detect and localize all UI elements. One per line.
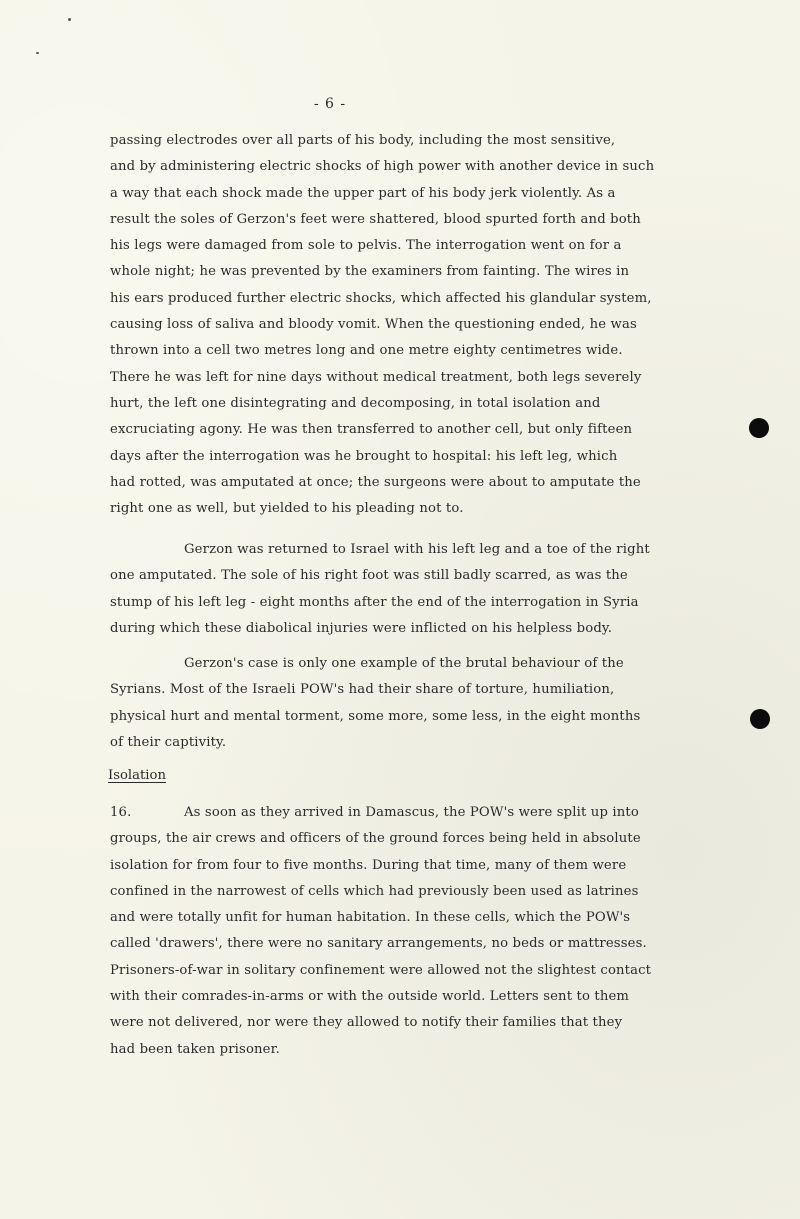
- text-line: during which these diabolical injuries were inflicted on his helpless body.: [110, 620, 613, 636]
- punch-hole: [749, 418, 769, 438]
- text-line: of their captivity.: [110, 734, 227, 750]
- text-line: with their comrades-in-arms or with the outside world. Letters sent to them: [110, 989, 630, 1005]
- text-line: right one as well, but yielded to his pleading not to.: [110, 501, 464, 517]
- text-line: Prisoners-of-war in solitary confinement were allowed not the slightest contact: [110, 962, 652, 978]
- text-line: whole night; he was prevented by the examiners from fainting. The wires in: [110, 264, 630, 280]
- section-heading: Isolation: [108, 768, 166, 783]
- paragraph-number: 16.: [110, 805, 132, 820]
- text-line: Gerzon was returned to Israel with his left leg and a toe of the right: [184, 542, 650, 557]
- scan-speck: [36, 52, 39, 54]
- text-line: passing electrodes over all parts of his body, including the most sensitive,: [110, 133, 616, 148]
- text-line: confined in the narrowest of cells which had previously been used as latrines: [110, 883, 639, 899]
- paragraph-3: [110, 651, 690, 756]
- text-line: groups, the air crews and officers of the ground forces being held in absolute: [110, 831, 641, 847]
- punch-hole: [750, 709, 770, 729]
- text-line: a way that each shock made the upper part of his body jerk violently. As a: [110, 185, 616, 201]
- text-line: stump of his left leg - eight months after the end of the interrogation in Syria: [110, 594, 639, 610]
- text-line: had been taken prisoner.: [110, 1041, 280, 1057]
- page-number: - 6 -: [313, 96, 347, 112]
- text-line: [110, 800, 690, 826]
- paragraph-1: [110, 128, 690, 522]
- text-line: Syrians. Most of the Israeli POW's had their share of torture, humiliation,: [110, 682, 615, 698]
- text-line: Gerzon's case is only one example of the brutal behaviour of the: [184, 656, 624, 671]
- text-line: hurt, the left one disintegrating and decomposing, in total isolation and: [110, 395, 601, 411]
- text-line-content: As soon as they arrived in Damascus, the POW's were split up into: [184, 805, 639, 820]
- text-line: There he was left for nine days without medical treatment, both legs severely: [110, 369, 642, 385]
- text-line: and were totally unfit for human habitation. In these cells, which the POW's: [110, 910, 631, 926]
- text-line: his ears produced further electric shocks, which affected his glandular system,: [110, 290, 652, 306]
- text-line: and by administering electric shocks of high power with another device in such: [110, 159, 655, 175]
- paragraph-2: [110, 537, 690, 642]
- text-line: called 'drawers', there were no sanitary arrangements, no beds or mattresses.: [110, 936, 647, 952]
- scan-speck: [68, 18, 71, 21]
- text-line: excruciating agony. He was then transferred to another cell, but only fifteen: [110, 422, 633, 438]
- text-line: isolation for from four to five months. During that time, many of them were: [110, 857, 627, 873]
- paragraph-16: [110, 800, 690, 1063]
- text-line: days after the interrogation was he brought to hospital: his left leg, which: [110, 448, 618, 464]
- text-line: were not delivered, nor were they allowed to notify their families that they: [110, 1015, 623, 1031]
- text-line: thrown into a cell two metres long and one metre eighty centimetres wide.: [110, 343, 623, 359]
- text-line: result the soles of Gerzon's feet were shattered, blood spurted forth and both: [110, 211, 641, 227]
- text-line: one amputated. The sole of his right foot was still badly scarred, as was the: [110, 568, 628, 584]
- text-line: had rotted, was amputated at once; the surgeons were about to amputate the: [110, 474, 641, 490]
- text-line: physical hurt and mental torment, some more, some less, in the eight months: [110, 708, 641, 724]
- text-line: his legs were damaged from sole to pelvis. The interrogation went on for a: [110, 238, 622, 254]
- text-line: causing loss of saliva and bloody vomit. When the questioning ended, he was: [110, 317, 637, 333]
